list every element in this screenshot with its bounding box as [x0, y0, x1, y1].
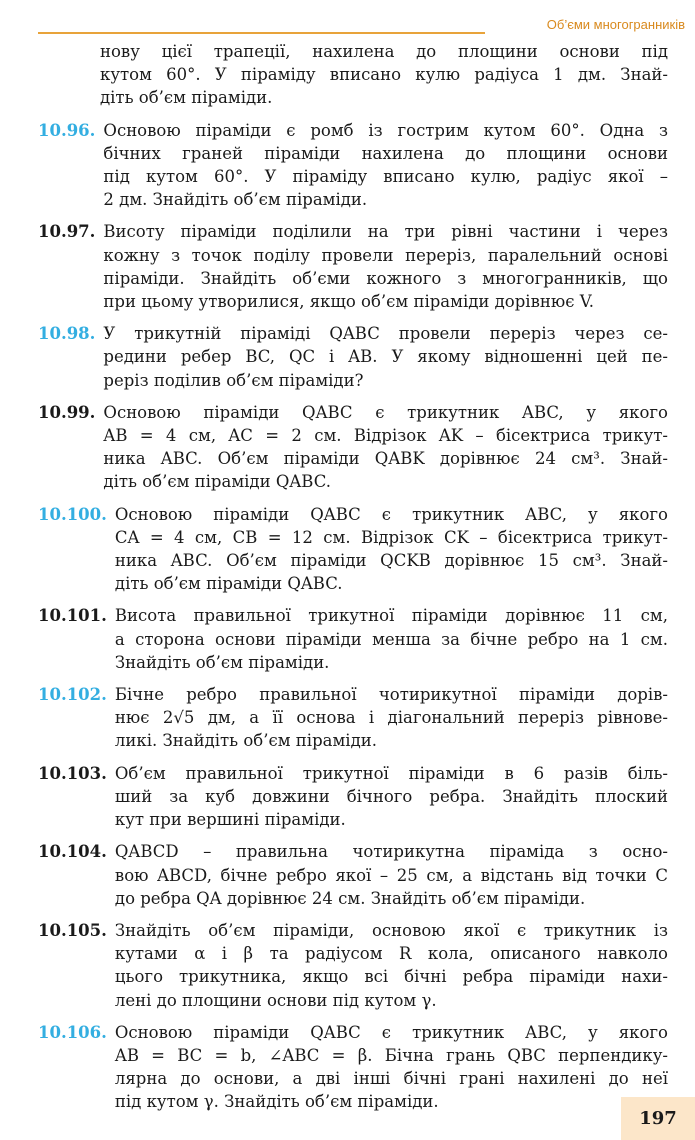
problem-text-line: а сторона основи піраміди менша за бічне ребро на 1 см. [114, 629, 668, 649]
problem-item [38, 683, 668, 753]
problem-text-line: Знайдіть об’єм піраміди, основою якої є трикутник із [114, 920, 668, 940]
problem-text [115, 762, 668, 832]
problem-text-line: Висота правильної трикутної піраміди дорівнює 11 см, [114, 606, 668, 626]
problem-text-line: лені до площини основи під кутом γ. [114, 990, 437, 1010]
problem-text-line: під кутом 60°. У піраміду вписано кулю, радіус якої – [103, 167, 668, 187]
problem-text-line: нову цієї трапеції, нахилена до площини основи під [100, 42, 668, 61]
problem-number: 10.100. [38, 504, 107, 524]
problem-number: 10.104. [38, 842, 107, 862]
problem-text-line: У трикутній піраміді QABC провели переріз через се- [103, 324, 668, 344]
problem-number: 10.98. [38, 324, 96, 344]
problem-number: 10.106. [38, 1022, 107, 1042]
problem-text-line: лярна до основи, а дві інші бічні грані нахилені до неї [114, 1069, 668, 1089]
problem-item [38, 919, 668, 1012]
problem-item [38, 322, 668, 392]
problem-text-line: діть об’єм піраміди QABC. [103, 472, 331, 492]
problem-text-line: редини ребер BC, QC і AB. У якому відношенні цей пе- [103, 347, 668, 367]
problem-text-line: піраміди. Знайдіть об’єми кожного з многогранників, що [103, 268, 668, 288]
problem-text-line: при цьому утворилися, якщо об’єм піраміди дорівнює V. [103, 292, 594, 312]
problem-number: 10.97. [38, 222, 96, 242]
problem-number: 10.99. [38, 402, 96, 422]
problem-text-line: цього трикутника, якщо всі бічні ребра піраміди нахи- [114, 967, 668, 987]
problem-text-line: ника ABC. Об’єм піраміди QCKB дорівнює 15 см³. Знай- [114, 551, 668, 571]
problem-text-line: Бічне ребро правильної чотирикутної піраміди дорів- [114, 685, 668, 705]
problem-text-line: реріз поділив об’єм піраміди? [103, 370, 364, 390]
problem-text-line: ший за куб довжини бічного ребра. Знайдіть плоский [114, 786, 668, 806]
problem-text-line: Основою піраміди QABC є трикутник ABC, у якого [103, 402, 668, 422]
problem-number: 10.96. [38, 120, 96, 140]
problem-text [115, 683, 668, 753]
problem-item [38, 762, 668, 832]
problem-text-line: Знайдіть об’єм піраміди. [114, 652, 330, 672]
problem-number: 10.101. [38, 606, 107, 626]
problem-text-line: AB = 4 см, AC = 2 см. Відрізок AK – бісектриса трикут- [103, 426, 668, 446]
problem-text-line: кут при вершині піраміди. [114, 810, 346, 830]
problem-text [115, 1021, 668, 1114]
problem-text-line: діть об’єм піраміди QABC. [114, 574, 343, 594]
problem-item [38, 604, 668, 674]
problem-text [115, 919, 668, 1012]
problem-item [38, 40, 668, 110]
problem-text-line: діть об’єм піраміди. [100, 88, 273, 108]
problem-text-line: 2 дм. Знайдіть об’єм піраміди. [103, 190, 368, 210]
problem-text-line: Основою піраміди є ромб із гострим кутом 60°. Одна з [103, 120, 668, 140]
problem-text-line: CA = 4 см, CB = 12 см. Відрізок CK – бісектриса трикут- [114, 527, 668, 547]
problem-item [38, 503, 668, 596]
problem-text-line: кожну з точок поділу провели переріз, паралельний основі [103, 245, 668, 265]
problem-text [115, 604, 668, 674]
problem-text [115, 503, 668, 596]
problem-number [38, 40, 100, 110]
problem-list [38, 40, 668, 1123]
page-number: 197 [621, 1097, 695, 1140]
problem-number: 10.105. [38, 920, 107, 940]
problem-number: 10.102. [38, 685, 107, 705]
problem-text-line: QABCD – правильна чотирикутна піраміда з осно- [114, 842, 668, 862]
problem-text [115, 840, 668, 910]
problem-item [38, 401, 668, 494]
problem-item [38, 1021, 668, 1114]
problem-text-line: Висоту піраміди поділили на три рівні частини і через [103, 222, 668, 242]
running-header-title: Об’єми многогранників [546, 17, 685, 32]
problem-text [103, 220, 668, 313]
problem-text [103, 119, 668, 212]
problem-text-line: Об’єм правильної трикутної піраміди в 6 разів біль- [114, 763, 668, 783]
problem-text-line: Основою піраміди QABC є трикутник ABC, у якого [114, 504, 668, 524]
problem-text-line: до ребра QA дорівнює 24 см. Знайдіть об’єм піраміди. [114, 888, 586, 908]
problem-item [38, 840, 668, 910]
problem-item [38, 220, 668, 313]
problem-text-line: нює 2√5 дм, а її основа і діагональний переріз рівнове- [114, 708, 668, 728]
problem-text-line: вою ABCD, бічне ребро якої – 25 см, а відстань від точки C [114, 865, 668, 885]
problem-text-line: ликі. Знайдіть об’єм піраміди. [114, 731, 377, 751]
problem-text-line: ника ABC. Об’єм піраміди QABK дорівнює 24 см³. Знай- [103, 449, 668, 469]
problem-text [100, 40, 668, 110]
problem-number: 10.103. [38, 763, 107, 783]
problem-item [38, 119, 668, 212]
problem-text-line: кутом 60°. У піраміду вписано кулю радіуса 1 дм. Знай- [100, 65, 668, 85]
problem-text-line: бічних граней піраміди нахилена до площини основи [103, 143, 668, 163]
problem-text-line: Основою піраміди QABC є трикутник ABC, у якого [114, 1022, 668, 1042]
problem-text-line: AB = BC = b, ∠ABC = β. Бічна грань QBC перпендику- [114, 1045, 668, 1065]
header-rule [38, 32, 485, 34]
problem-text [103, 322, 668, 392]
problem-text [103, 401, 668, 494]
problem-text-line: під кутом γ. Знайдіть об’єм піраміди. [114, 1092, 439, 1112]
problem-text-line: кутами α і β та радіусом R кола, описаного навколо [114, 944, 668, 964]
